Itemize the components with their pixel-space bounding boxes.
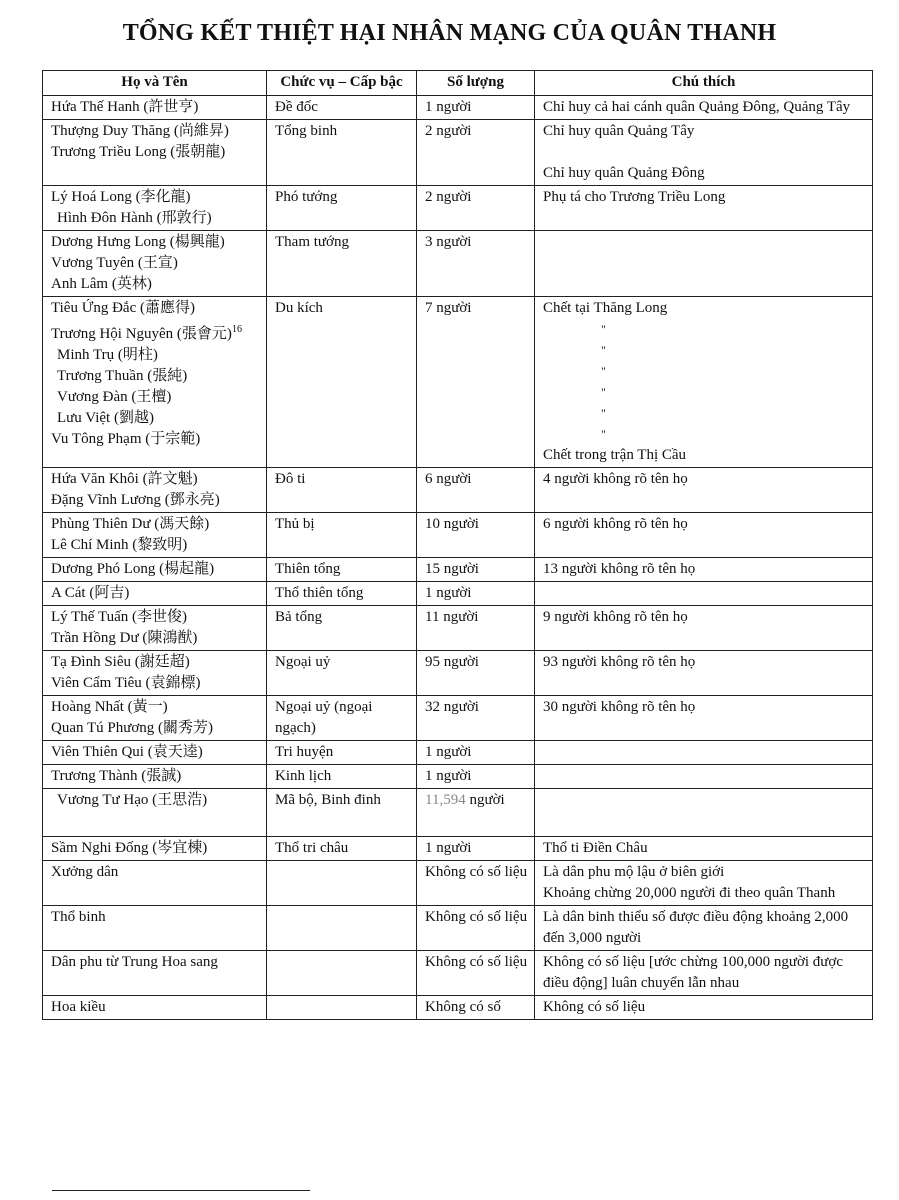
rank-cell: Ngoại uỷ (ngoại ngạch) bbox=[267, 696, 417, 741]
header-notes: Chú thích bbox=[535, 71, 873, 96]
note-text: Thổ ti Điền Châu bbox=[543, 840, 648, 856]
notes-cell bbox=[535, 741, 873, 765]
table-row bbox=[43, 789, 873, 837]
notes-cell bbox=[535, 696, 873, 741]
notes-cell bbox=[535, 120, 873, 186]
ditto-mark: " bbox=[601, 364, 606, 378]
note-text: Chết trong trận Thị Cầu bbox=[543, 447, 687, 463]
table-row bbox=[43, 837, 873, 861]
count-cell: 6 người bbox=[417, 468, 535, 513]
note-text: Là dân phu mộ lậu ở biên giới bbox=[543, 864, 725, 880]
note-text: Là dân binh thiểu số được điều động khoảng 2,000 đến 3,000 người bbox=[543, 909, 849, 946]
count-unit: người bbox=[469, 792, 505, 808]
rank-cell bbox=[267, 996, 417, 1020]
table-row bbox=[43, 651, 873, 696]
count-cell: 7 người bbox=[417, 297, 535, 468]
name-cell bbox=[43, 582, 267, 606]
count-cell: 10 người bbox=[417, 513, 535, 558]
count-cell: 1 người bbox=[417, 741, 535, 765]
person-name: Anh Lâm (英林) bbox=[51, 276, 152, 292]
table-row bbox=[43, 513, 873, 558]
person-name: Đặng Vĩnh Lương (鄧永亮) bbox=[51, 492, 220, 508]
table-row bbox=[43, 96, 873, 120]
person-name: Xưởng dân bbox=[51, 864, 119, 880]
rank-cell: Tri huyện bbox=[267, 741, 417, 765]
rank-cell: Thổ thiên tổng bbox=[267, 582, 417, 606]
table-row bbox=[43, 696, 873, 741]
person-name: Lý Hoá Long (李化龍) bbox=[51, 189, 191, 205]
table-row bbox=[43, 906, 873, 951]
notes-cell bbox=[535, 558, 873, 582]
note-text: 13 người không rõ tên họ bbox=[543, 561, 696, 577]
rank-cell: Đề đốc bbox=[267, 96, 417, 120]
count-cell: 15 người bbox=[417, 558, 535, 582]
person-name: Hoa kiều bbox=[51, 999, 106, 1015]
ditto-mark: " bbox=[601, 385, 606, 399]
rank-cell: Bả tổng bbox=[267, 606, 417, 651]
count-cell: 1 người bbox=[417, 765, 535, 789]
header-count: Số lượng bbox=[417, 71, 535, 96]
rank-cell: Thiên tổng bbox=[267, 558, 417, 582]
notes-cell bbox=[535, 996, 873, 1020]
person-name: Trương Hội Nguyên (張會元) bbox=[51, 326, 232, 342]
person-name: Lý Thế Tuấn (李世俊) bbox=[51, 609, 187, 625]
count-cell: 1 người bbox=[417, 96, 535, 120]
ditto-mark: " bbox=[601, 406, 606, 420]
note-text: 4 người không rõ tên họ bbox=[543, 471, 688, 487]
person-name: Lê Chí Minh (黎致明) bbox=[51, 537, 188, 553]
header-rank: Chức vụ – Cấp bậc bbox=[267, 71, 417, 96]
count-cell: 95 người bbox=[417, 651, 535, 696]
rank-cell: Tổng binh bbox=[267, 120, 417, 186]
name-cell bbox=[43, 558, 267, 582]
page-title: TỔNG KẾT THIỆT HẠI NHÂN MẠNG CỦA QUÂN THANH bbox=[122, 20, 777, 46]
count-cell bbox=[417, 789, 535, 837]
notes-cell bbox=[535, 582, 873, 606]
note-text: 9 người không rõ tên họ bbox=[543, 609, 688, 625]
note-text: Không có số liệu bbox=[543, 999, 646, 1015]
person-name: Viên Thiên Qui (袁天逵) bbox=[51, 744, 203, 760]
name-cell bbox=[43, 96, 267, 120]
notes-cell bbox=[535, 606, 873, 651]
rank-cell bbox=[267, 861, 417, 906]
table-row bbox=[43, 741, 873, 765]
person-name: Sầm Nghi Đống (岑宜棟) bbox=[51, 840, 208, 856]
notes-cell bbox=[535, 468, 873, 513]
notes-cell bbox=[535, 651, 873, 696]
notes-cell bbox=[535, 765, 873, 789]
person-name: Thổ binh bbox=[51, 909, 106, 925]
person-name: Hứa Thế Hanh (許世亨) bbox=[51, 99, 199, 115]
person-name-with-footnote bbox=[51, 319, 260, 345]
count-cell: Không có số liệu bbox=[417, 906, 535, 951]
notes-cell bbox=[535, 951, 873, 996]
count-cell: 2 người bbox=[417, 120, 535, 186]
rank-cell: Kinh lịch bbox=[267, 765, 417, 789]
notes-cell bbox=[535, 297, 873, 468]
count-cell: 2 người bbox=[417, 186, 535, 231]
person-name: Hoàng Nhất (黃一) bbox=[51, 699, 168, 715]
note-text: Chỉ huy quân Quảng Tây bbox=[543, 123, 695, 139]
table-row bbox=[43, 558, 873, 582]
table-row bbox=[43, 606, 873, 651]
person-name: Trương Thuần (張純) bbox=[57, 368, 188, 384]
person-name: Tiêu Ứng Đắc (蕭應得) bbox=[51, 300, 195, 316]
note-text: Chỉ huy quân Quảng Đông bbox=[543, 165, 705, 181]
rank-cell: Đô ti bbox=[267, 468, 417, 513]
person-name: Minh Trụ (明柱) bbox=[57, 347, 158, 363]
table-row bbox=[43, 861, 873, 906]
name-cell bbox=[43, 696, 267, 741]
table-row bbox=[43, 120, 873, 186]
count-number: 11,594 bbox=[425, 792, 466, 808]
rank-cell: Thủ bị bbox=[267, 513, 417, 558]
note-text: Phụ tá cho Trương Triều Long bbox=[543, 189, 726, 205]
notes-cell bbox=[535, 186, 873, 231]
person-name: Trương Triều Long (張朝龍) bbox=[51, 144, 226, 160]
name-cell bbox=[43, 861, 267, 906]
name-cell bbox=[43, 765, 267, 789]
count-cell: 1 người bbox=[417, 837, 535, 861]
footnote-rule bbox=[52, 1190, 310, 1191]
name-cell bbox=[43, 120, 267, 186]
person-name: Dân phu từ Trung Hoa sang bbox=[51, 954, 218, 970]
notes-cell bbox=[535, 96, 873, 120]
rank-cell: Phó tướng bbox=[267, 186, 417, 231]
person-name: Vương Đàn (王檀) bbox=[57, 389, 172, 405]
count-cell: 11 người bbox=[417, 606, 535, 651]
person-name: Vương Tuyên (王宣) bbox=[51, 255, 178, 271]
footnote-ref: 16 bbox=[231, 324, 242, 335]
note-text: Khoảng chừng 20,000 người đi theo quân Thanh bbox=[543, 885, 836, 901]
person-name: Viên Cẩm Tiêu (袁錦標) bbox=[51, 675, 201, 691]
rank-cell: Mã bộ, Binh đinh bbox=[267, 789, 417, 837]
ditto-mark: " bbox=[601, 343, 606, 357]
name-cell bbox=[43, 906, 267, 951]
casualty-table bbox=[42, 70, 873, 1020]
table-row bbox=[43, 996, 873, 1020]
table-row bbox=[43, 951, 873, 996]
person-name: Trần Hồng Dư (陳鴻猷) bbox=[51, 630, 198, 646]
name-cell bbox=[43, 996, 267, 1020]
rank-cell bbox=[267, 951, 417, 996]
name-cell bbox=[43, 789, 267, 837]
ditto-mark: " bbox=[601, 427, 606, 441]
table-row bbox=[43, 231, 873, 297]
note-text: Chết tại Thăng Long bbox=[543, 300, 668, 316]
person-name: Thượng Duy Thăng (尚維昇) bbox=[51, 123, 229, 139]
table-row bbox=[43, 582, 873, 606]
notes-cell bbox=[535, 861, 873, 906]
name-cell bbox=[43, 297, 267, 468]
name-cell bbox=[43, 231, 267, 297]
person-name: Hình Đôn Hành (邢敦行) bbox=[57, 210, 212, 226]
person-name: Dương Phó Long (楊起龍) bbox=[51, 561, 215, 577]
person-name: Trương Thành (張誠) bbox=[51, 768, 182, 784]
person-name: Phùng Thiên Dư (馮天餘) bbox=[51, 516, 210, 532]
rank-cell: Du kích bbox=[267, 297, 417, 468]
count-cell: 32 người bbox=[417, 696, 535, 741]
header-name: Họ và Tên bbox=[43, 71, 267, 96]
notes-cell bbox=[535, 231, 873, 297]
table-row bbox=[43, 186, 873, 231]
person-name: Quan Tú Phương (關秀芳) bbox=[51, 720, 214, 736]
ditto-mark: " bbox=[601, 322, 606, 336]
rank-cell: Tham tướng bbox=[267, 231, 417, 297]
table-row bbox=[43, 468, 873, 513]
name-cell bbox=[43, 651, 267, 696]
table-row bbox=[43, 765, 873, 789]
table-row bbox=[43, 297, 873, 468]
notes-cell bbox=[535, 789, 873, 837]
person-name: Vương Tư Hạo (王思浩) bbox=[57, 792, 208, 808]
person-name: Hứa Văn Khôi (許文魁) bbox=[51, 471, 198, 487]
count-cell: 1 người bbox=[417, 582, 535, 606]
count-cell: Không có số liệu bbox=[417, 951, 535, 996]
name-cell bbox=[43, 606, 267, 651]
count-cell: Không có số liệu bbox=[417, 861, 535, 906]
notes-cell bbox=[535, 513, 873, 558]
count-cell: 3 người bbox=[417, 231, 535, 297]
person-name: Lưu Việt (劉越) bbox=[57, 410, 154, 426]
notes-cell bbox=[535, 837, 873, 861]
count-cell: Không có số bbox=[417, 996, 535, 1020]
person-name: Tạ Đình Siêu (謝廷超) bbox=[51, 654, 190, 670]
name-cell bbox=[43, 741, 267, 765]
name-cell bbox=[43, 468, 267, 513]
person-name: A Cát (阿吉) bbox=[51, 585, 130, 601]
name-cell bbox=[43, 837, 267, 861]
note-text: 93 người không rõ tên họ bbox=[543, 654, 696, 670]
notes-cell bbox=[535, 906, 873, 951]
person-name: Dương Hưng Long (楊興龍) bbox=[51, 234, 225, 250]
table-header-row bbox=[43, 71, 873, 96]
person-name: Vu Tông Phạm (于宗範) bbox=[51, 431, 201, 447]
name-cell bbox=[43, 951, 267, 996]
rank-cell bbox=[267, 906, 417, 951]
note-text: 6 người không rõ tên họ bbox=[543, 516, 688, 532]
note-text: 30 người không rõ tên họ bbox=[543, 699, 696, 715]
name-cell bbox=[43, 186, 267, 231]
rank-cell: Thổ tri châu bbox=[267, 837, 417, 861]
name-cell bbox=[43, 513, 267, 558]
note-text: Không có số liệu [ước chừng 100,000 người được điều động] luân chuyển lẫn nhau bbox=[543, 954, 844, 991]
rank-cell: Ngoại uỷ bbox=[267, 651, 417, 696]
note-text: Chỉ huy cả hai cánh quân Quảng Đông, Quảng Tây bbox=[543, 99, 851, 115]
